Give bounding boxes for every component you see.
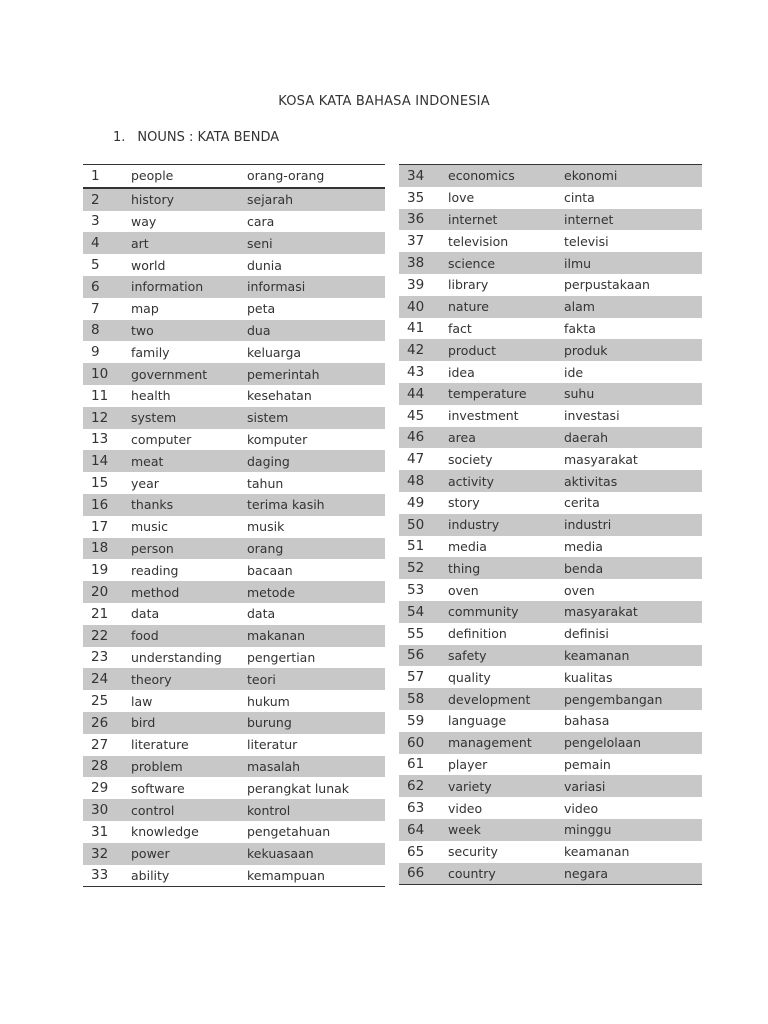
indonesian-word: informasi [239,276,385,298]
row-number: 11 [91,387,109,404]
indonesian-word: kualitas [564,669,613,685]
table-row [83,472,385,494]
row-number: 45 [407,407,425,424]
row-number: 33 [91,867,109,884]
document-title: KOSA KATA BAHASA INDONESIA [278,94,490,109]
english-word: knowledge [131,824,199,840]
row-number: 56 [399,645,440,667]
indonesian-word: masyarakat [556,601,702,623]
row-number: 61 [407,756,425,773]
indonesian-word: perpustakaan [564,277,650,293]
table-row [399,252,702,274]
row-number: 26 [83,712,123,734]
indonesian-word: alam [556,296,702,318]
table-row [83,165,385,188]
row-number: 6 [83,276,123,298]
row-number: 20 [83,581,123,603]
row-number: 49 [407,494,425,511]
english-word: idea [448,364,475,380]
row-number: 58 [399,688,440,710]
indonesian-word: pemerintah [239,363,385,385]
table-row [399,318,702,340]
table-row [83,494,385,516]
section-number: 1. [113,130,126,145]
table-row [399,405,702,427]
indonesian-word: komputer [247,431,308,447]
indonesian-word: dua [239,320,385,342]
indonesian-word: suhu [556,383,702,405]
indonesian-word: tahun [247,475,284,491]
english-word: nature [440,296,556,318]
table-row [399,579,702,601]
indonesian-word: ekonomi [556,165,702,187]
row-number: 23 [91,649,109,666]
english-word: control [123,799,239,821]
english-word: method [123,581,239,603]
table-row [83,843,385,865]
table-row [83,865,385,887]
indonesian-word: oven [564,582,595,598]
table-row [83,538,385,560]
english-word: television [448,233,509,249]
indonesian-word: pengelolaan [556,732,702,754]
row-number: 37 [407,233,425,250]
row-number: 57 [407,669,425,686]
table-row [83,232,385,254]
english-word: media [448,538,487,554]
english-word: law [131,693,153,709]
table-row [83,777,385,799]
english-word: theory [123,668,239,690]
table-row [83,211,385,233]
table-row [399,274,702,296]
row-number: 24 [83,668,123,690]
english-word: love [448,190,475,206]
table-row [399,754,702,776]
english-word: industry [440,514,556,536]
english-word: country [440,863,556,885]
row-number: 40 [399,296,440,318]
indonesian-word: pemain [564,756,611,772]
row-number: 64 [399,819,440,841]
english-word: activity [440,470,556,492]
row-number: 25 [91,693,109,710]
row-number: 39 [407,276,425,293]
indonesian-word: pengetahuan [247,824,331,840]
table-row [399,601,702,623]
indonesian-word: cinta [564,190,595,206]
row-number: 53 [407,582,425,599]
indonesian-word: ilmu [556,252,702,274]
row-number: 19 [91,562,109,579]
table-row [399,688,702,710]
table-row [399,666,702,688]
english-word: temperature [440,383,556,405]
row-number: 43 [407,364,425,381]
table-row [83,756,385,778]
table-row [83,668,385,690]
table-row [83,647,385,669]
table-row [83,559,385,581]
table-row [399,296,702,318]
english-word: society [448,451,493,467]
table-row [399,448,702,470]
table-row [83,341,385,363]
english-word: people [123,165,239,188]
row-number: 51 [407,538,425,555]
row-number: 12 [83,407,123,429]
indonesian-word: televisi [564,233,609,249]
indonesian-word: kontrol [239,799,385,821]
row-number: 31 [91,823,109,840]
row-number: 47 [407,451,425,468]
row-number: 9 [91,344,100,361]
indonesian-word: dunia [247,257,282,273]
english-word: world [131,257,166,273]
table-row [83,581,385,603]
section-heading [113,130,279,145]
indonesian-word: musik [247,519,285,535]
row-number: 22 [83,625,123,647]
row-number: 32 [83,843,123,865]
indonesian-word: masyarakat [564,451,638,467]
table-row [399,470,702,492]
table-row [399,209,702,231]
indonesian-word: video [564,800,599,816]
row-number: 65 [407,843,425,860]
table-row [399,492,702,514]
row-number: 60 [399,732,440,754]
table-row [83,690,385,712]
english-word: understanding [131,649,222,665]
indonesian-word: pengembangan [556,688,702,710]
row-number: 10 [83,363,123,385]
row-number: 59 [407,712,425,729]
english-word: year [131,475,159,491]
table-row [83,516,385,538]
english-word: safety [440,645,556,667]
indonesian-word: metode [239,581,385,603]
english-word: literature [131,737,189,753]
english-word: reading [131,562,179,578]
table-row [399,841,702,863]
table-row [399,536,702,558]
indonesian-word: produk [556,339,702,361]
indonesian-word: investasi [564,408,620,424]
indonesian-word: literatur [247,737,298,753]
english-word: science [440,252,556,274]
indonesian-word: negara [556,863,702,885]
table-row [83,363,385,385]
table-row [83,625,385,647]
table-row [83,320,385,342]
table-row [83,821,385,843]
row-number: 14 [83,450,123,472]
table-row [399,623,702,645]
english-word: software [131,780,185,796]
indonesian-word: terima kasih [239,494,385,516]
english-word: thing [440,557,556,579]
english-word: person [123,538,239,560]
indonesian-word: perangkat lunak [247,780,350,796]
table-row [83,429,385,451]
row-number: 44 [399,383,440,405]
table-row [399,819,702,841]
english-word: definition [448,626,507,642]
english-word: problem [123,756,239,778]
row-number: 27 [91,736,109,753]
indonesian-word: kesehatan [247,388,312,404]
indonesian-word: bacaan [247,562,293,578]
indonesian-word: definisi [564,626,609,642]
table-row [399,775,702,797]
row-number: 21 [91,605,109,622]
english-word: meat [123,450,239,472]
table-row [399,514,702,536]
indonesian-word: minggu [556,819,702,841]
english-word: way [131,213,157,229]
row-number: 29 [91,780,109,797]
row-number: 1 [83,165,123,188]
row-number: 8 [83,320,123,342]
row-number: 62 [399,775,440,797]
vocab-table-left [83,164,385,887]
table-row [399,361,702,383]
row-number: 15 [91,475,109,492]
table-row [399,710,702,732]
english-word: player [448,756,488,772]
english-word: system [123,407,239,429]
indonesian-word: ide [564,364,584,380]
row-number: 66 [399,863,440,885]
indonesian-word: internet [556,209,702,231]
indonesian-word: orang-orang [239,165,385,188]
indonesian-word: cara [247,213,275,229]
row-number: 18 [83,538,123,560]
indonesian-word: masalah [239,756,385,778]
row-number: 13 [91,431,109,448]
table-row [399,383,702,405]
table-row [83,188,385,211]
indonesian-word: data [247,606,276,622]
row-number: 3 [91,213,100,230]
table-row [399,339,702,361]
row-number: 42 [399,339,440,361]
indonesian-word: pengertian [247,649,316,665]
english-word: security [448,844,498,860]
english-word: variety [440,775,556,797]
english-word: art [123,232,239,254]
english-word: family [131,344,170,360]
indonesian-word: keamanan [564,844,630,860]
indonesian-word: hukum [247,693,290,709]
english-word: two [123,320,239,342]
row-number: 7 [91,300,100,317]
indonesian-word: sejarah [239,188,385,211]
english-word: fact [448,320,472,336]
indonesian-word: daerah [556,427,702,449]
indonesian-word: peta [247,301,276,317]
section-label: NOUNS : KATA BENDA [137,130,280,145]
english-word: oven [448,582,479,598]
row-number: 36 [399,209,440,231]
indonesian-word: sistem [239,407,385,429]
table-row [83,450,385,472]
row-number: 30 [83,799,123,821]
table-row [399,230,702,252]
indonesian-word: seni [239,232,385,254]
table-row [399,427,702,449]
vocab-table-right [399,164,702,885]
table-row [83,407,385,429]
row-number: 41 [407,320,425,337]
indonesian-word: makanan [239,625,385,647]
table-row [399,863,702,885]
table-row [83,276,385,298]
english-word: story [448,495,480,511]
english-word: map [131,301,159,317]
row-number: 34 [399,165,440,187]
indonesian-word: keamanan [556,645,702,667]
table-row [83,799,385,821]
table-row [399,645,702,667]
english-word: ability [131,867,170,883]
row-number: 17 [91,518,109,535]
indonesian-word: burung [239,712,385,734]
english-word: investment [448,408,519,424]
indonesian-word: media [564,538,603,554]
english-word: internet [440,209,556,231]
row-number: 38 [399,252,440,274]
indonesian-word: daging [239,450,385,472]
row-number: 50 [399,514,440,536]
row-number: 28 [83,756,123,778]
table-row [83,385,385,407]
row-number: 16 [83,494,123,516]
english-word: health [131,388,171,404]
row-number: 55 [407,625,425,642]
indonesian-word: kemampuan [247,867,325,883]
english-word: library [448,277,489,293]
indonesian-word: teori [239,668,385,690]
english-word: bird [123,712,239,734]
table-row [83,298,385,320]
table-row [83,254,385,276]
english-word: community [440,601,556,623]
english-word: food [123,625,239,647]
row-number: 46 [399,427,440,449]
row-number: 48 [399,470,440,492]
english-word: development [440,688,556,710]
table-row [399,557,702,579]
english-word: product [440,339,556,361]
indonesian-word: fakta [564,320,596,336]
indonesian-word: cerita [564,495,600,511]
indonesian-word: industri [556,514,702,536]
indonesian-word: kekuasaan [239,843,385,865]
english-word: area [440,427,556,449]
table-row [83,712,385,734]
english-word: language [448,713,507,729]
table-row [399,165,702,187]
row-number: 4 [83,232,123,254]
english-word: history [123,188,239,211]
indonesian-word: variasi [556,775,702,797]
table-row [399,732,702,754]
table-row [399,797,702,819]
english-word: week [440,819,556,841]
indonesian-word: benda [556,557,702,579]
english-word: quality [448,669,491,685]
english-word: management [440,732,556,754]
english-word: government [123,363,239,385]
row-number: 2 [83,188,123,211]
row-number: 52 [399,557,440,579]
row-number: 63 [407,800,425,816]
indonesian-word: aktivitas [556,470,702,492]
table-row [399,187,702,209]
english-word: computer [131,431,192,447]
english-word: economics [440,165,556,187]
english-word: information [123,276,239,298]
english-word: video [448,800,483,816]
indonesian-word: orang [239,538,385,560]
table-row [83,603,385,625]
row-number: 5 [91,257,100,274]
row-number: 54 [399,601,440,623]
indonesian-word: bahasa [564,713,610,729]
english-word: power [123,843,239,865]
english-word: music [131,519,168,535]
english-word: thanks [123,494,239,516]
english-word: data [131,606,160,622]
table-row [83,734,385,756]
row-number: 35 [407,189,425,206]
indonesian-word: keluarga [247,344,302,360]
